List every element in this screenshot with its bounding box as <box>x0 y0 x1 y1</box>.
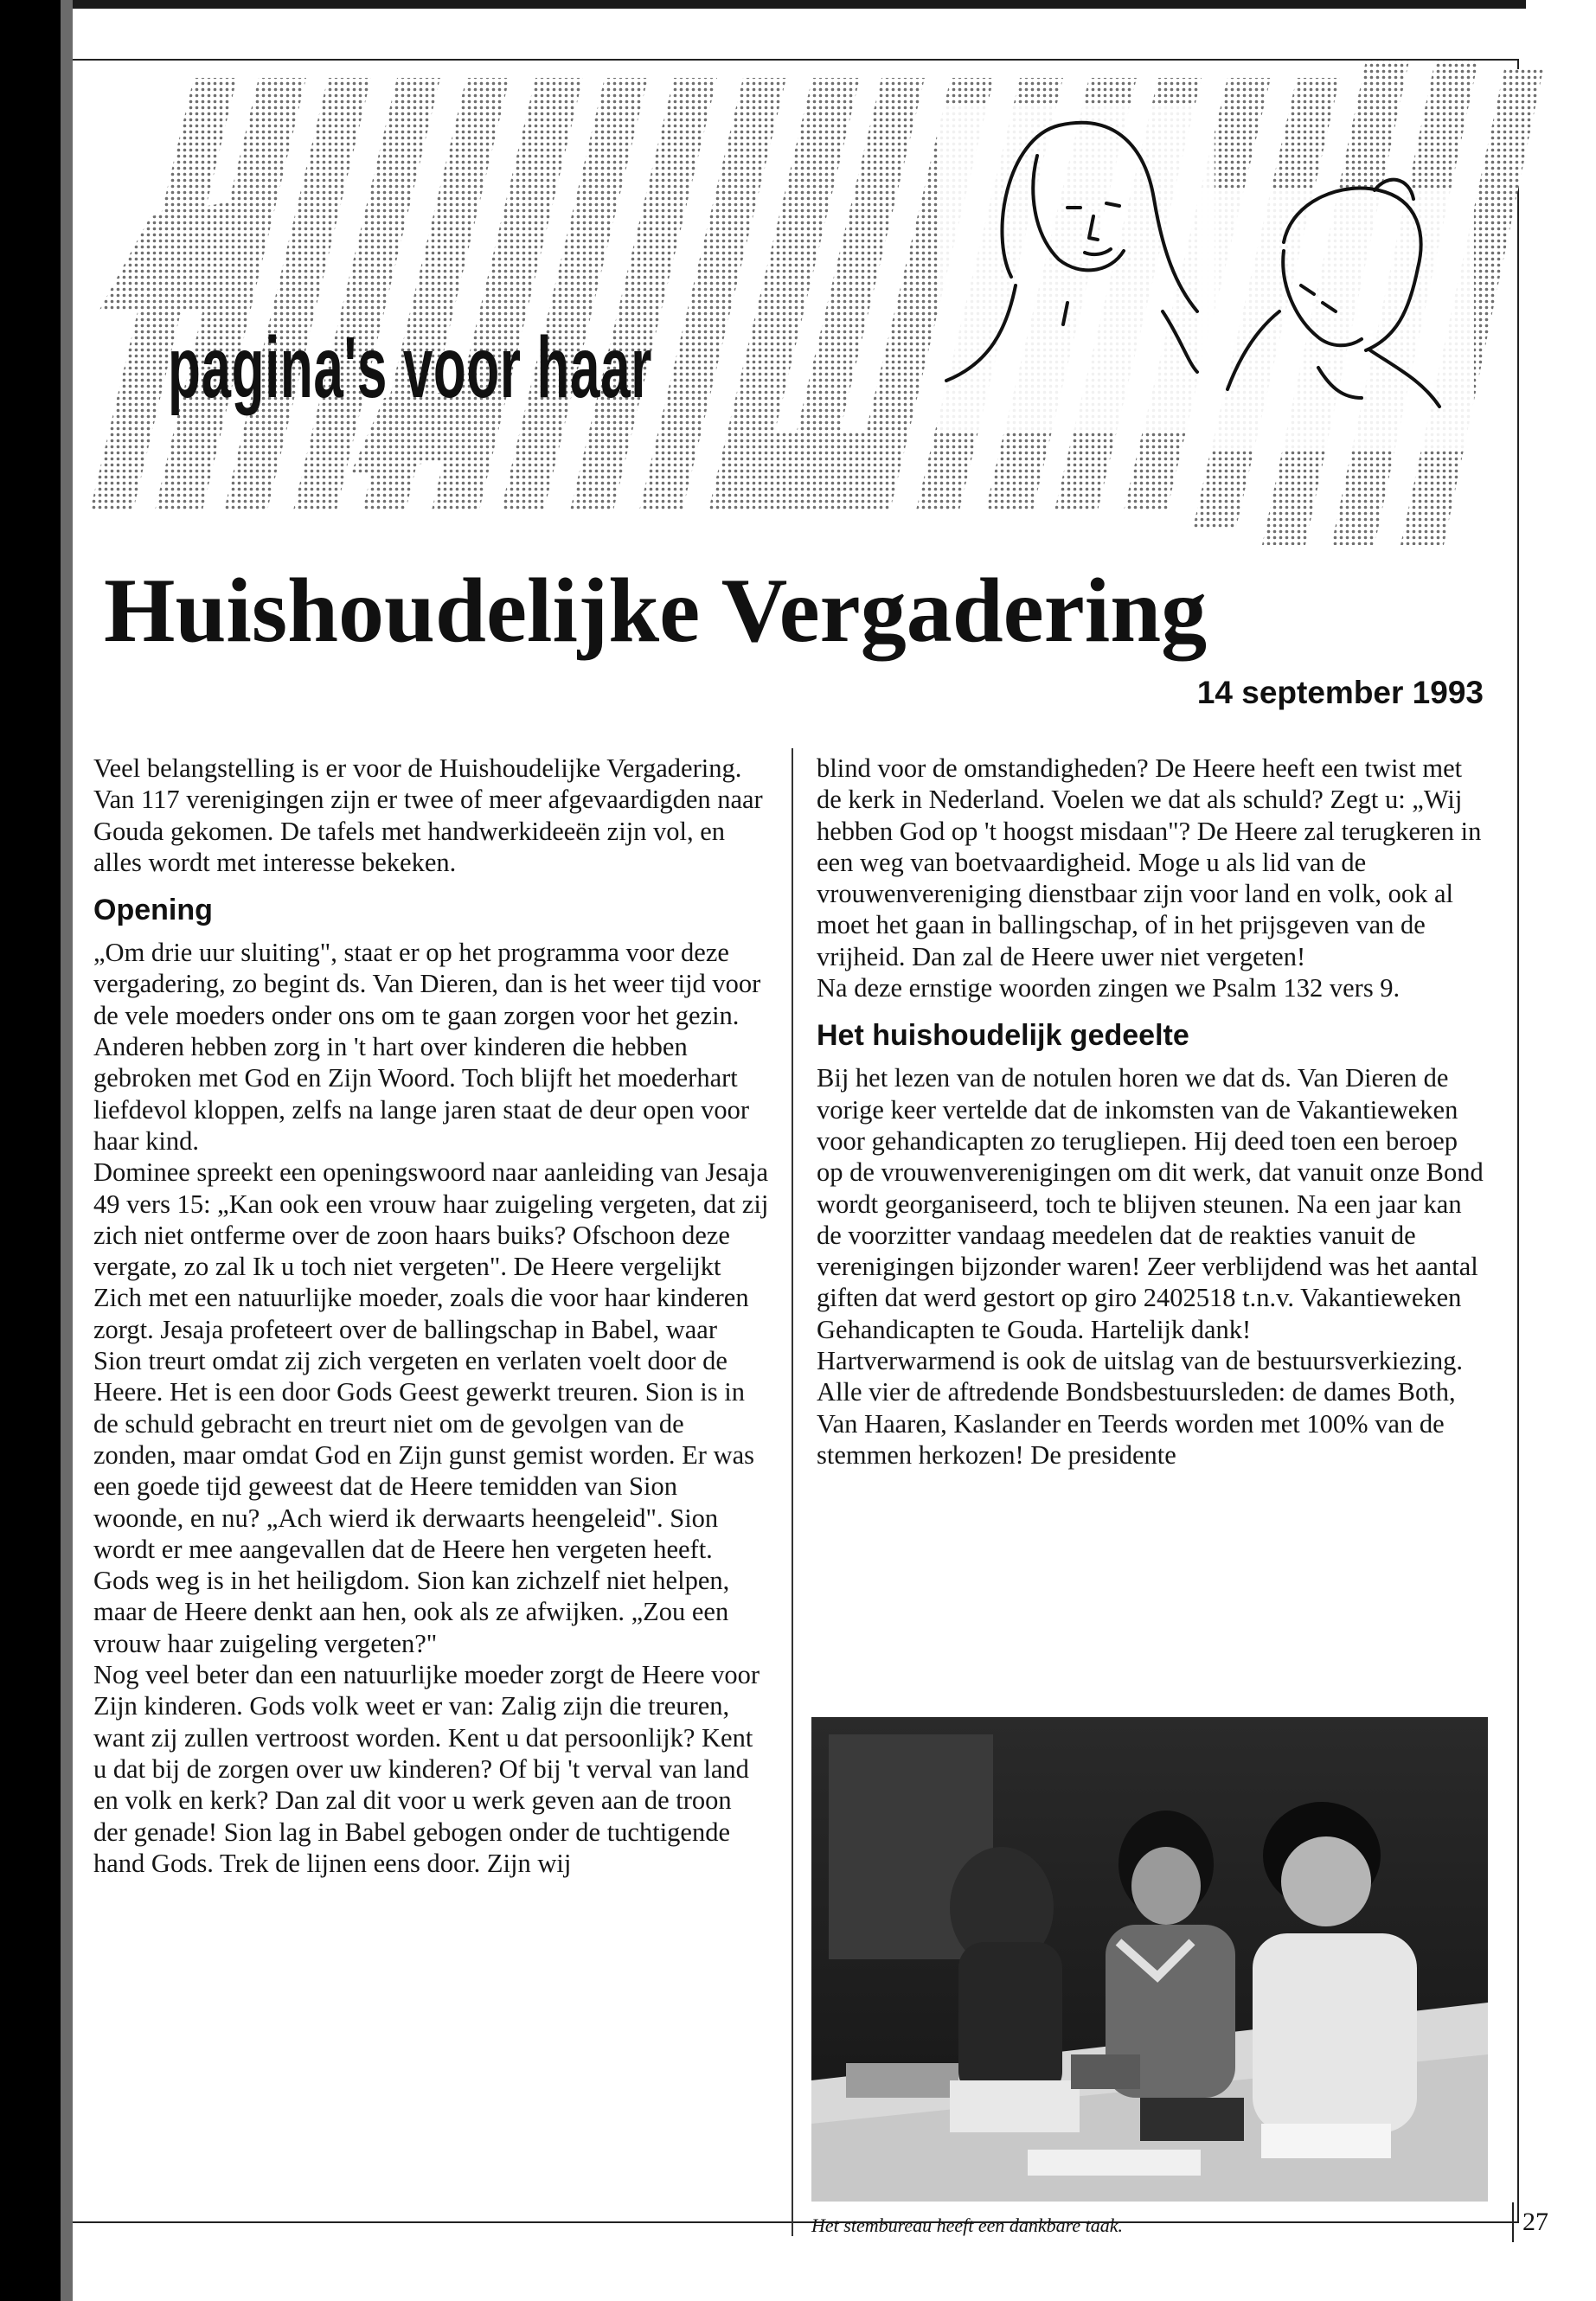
hatched-banner-illustration <box>73 26 1543 580</box>
page-number: 27 <box>1512 2202 1548 2242</box>
article-date: 14 september 1993 <box>1196 675 1484 710</box>
section-subheading: Opening <box>93 894 213 927</box>
body-paragraph: Gods weg is in het heiligdom. Sion kan zichzelf niet helpen, maar de Heere denkt aan hen, ook als ze afwijken. „Zou een vrouw haar zuigeling vergeten?" <box>93 1566 730 1658</box>
photo-polling-station <box>811 1717 1488 2202</box>
body-paragraph: „Om drie uur sluiting", staat er op het programma voor deze vergadering, zo begint ds. Van Dieren, dan is het weer tijd voor de vele moeders onder ons om te gaan zorgen voor het gezin. Anderen hebben zorg in 't hart over kinderen die hebben gebroken met God en Zijn Woord. Toch blijft het moederhart liefdevol kloppen, zelfs na lange jaren staat de deur open voor haar kind. <box>93 938 761 1156</box>
body-paragraph: Hartverwarmend is ook de uitslag van de bestuursverkiezing. Alle vier de aftredende Bondsbestuursleden: de dames Both, Van Haaren, Kaslander en Teerds worden met 100% van de stemmen herkozen! De presidente <box>817 1346 1464 1470</box>
body-paragraph: Dominee spreekt een openingswoord naar aanleiding van Jesaja 49 vers 15: „Kan ook een vrouw haar zuigeling vergeten, dat zij zich niet ontferme over de zoon haars buiks? Ofschoon deze vergate, zo zal Ik u toch niet vergeten". De Heere vergelijkt Zich met een natuurlijke moeder, zoals die voor haar kinderen zorgt. Jesaja profeteert over de ballingschap in Babel, waar Sion treurt omdat zij zich vergeten en verlaten voelt door de Heere. Het is een door Gods Geest gewerkt treuren. Sion is in de schuld gebracht en treurt niet om de gevolgen van de zonden, maar omdat God en Zijn gunst gemist worden. Er was een goede tijd geweest dat de Heere temidden van Sion woonde, en nu? „Ach wierd ik derwaarts heengeleid". Sion wordt er mee aangevallen dat de Heere hen vergeten heeft. <box>93 1157 769 1564</box>
top-rule <box>73 0 1526 9</box>
column-divider <box>792 748 793 2236</box>
article-photo <box>811 1717 1488 2202</box>
body-paragraph: Bij het lezen van de notulen horen we dat ds. Van Dieren de vorige keer vertelde dat de inkomsten van de Vakantieweken voor gehandicapten zo terugliepen. Hij deed toen een beroep op de vrouwenverenigingen om dit werk, dat vanuit onze Bond wordt georganiseerd, toch te blijven steunen. Na een jaar kan de voorzitter vandaag meedelen dat de reakties vanuit de verenigingen bijzonder waren! Zeer verblijdend was het aantal giften dat werd gestort op giro 2402518 t.n.v. Vakantieweken Gehandicapten te Gouda. Hartelijk dank! <box>817 1063 1484 1344</box>
section-subheading: Het huishoudelijk gedeelte <box>817 1019 1189 1053</box>
left-text-column <box>93 753 770 1879</box>
section-banner <box>73 26 1543 580</box>
body-paragraph: blind voor de omstandigheden? De Heere heeft een twist met de kerk in Nederland. Voelen we dat als schuld? Zegt u: „Wij hebben God op 't hoogst misdaan"? De Heere zal terugkeren in een weg van boetvaardigheid. Moge u als lid van de vrouwenvereniging dienstbaar zijn voor land en volk, ook al moet het gaan in ballingschap, of in het prijsgeven van de vrijheid. Dan zal de Heere uwer niet vergeten! <box>817 753 1482 971</box>
article-headline: Huishoudelijke Vergadering <box>104 560 1208 661</box>
page-spine-shadow <box>61 0 73 2301</box>
frame-bottom-rule <box>73 2221 1519 2223</box>
right-text-column <box>817 753 1490 1471</box>
body-paragraph: Nog veel beter dan een natuurlijke moeder zorgt de Heere voor Zijn kinderen. Gods volk weet er van: Zalig zijn die treuren, want zij zullen vertroost worden. Kent u dat persoonlijk? Kent u dat bij de zorgen over uw kinderen? Of bij 't verval van land en volk en kerk? Dan zal dit voor u werk geven aan de troon der genade! Sion lag in Babel gebogen onder de tuchtigende hand Gods. Trek de lijnen eens door. Zijn wij <box>93 1660 760 1878</box>
body-paragraph: Na deze ernstige woorden zingen we Psalm 132 vers 9. <box>817 973 1401 1003</box>
body-paragraph: Veel belangstelling is er voor de Huishoudelijke Vergadering. Van 117 verenigingen zijn er twee of meer afgevaardigden naar Gouda gekomen. De tafels met handwerkideeën zijn vol, en alles wordt met interesse bekeken. <box>93 753 763 877</box>
page-spine-edge <box>0 0 61 2301</box>
section-title: pagina's voor haar <box>168 319 652 416</box>
photo-caption: Het stembureau heeft een dankbare taak. <box>811 2214 1124 2236</box>
